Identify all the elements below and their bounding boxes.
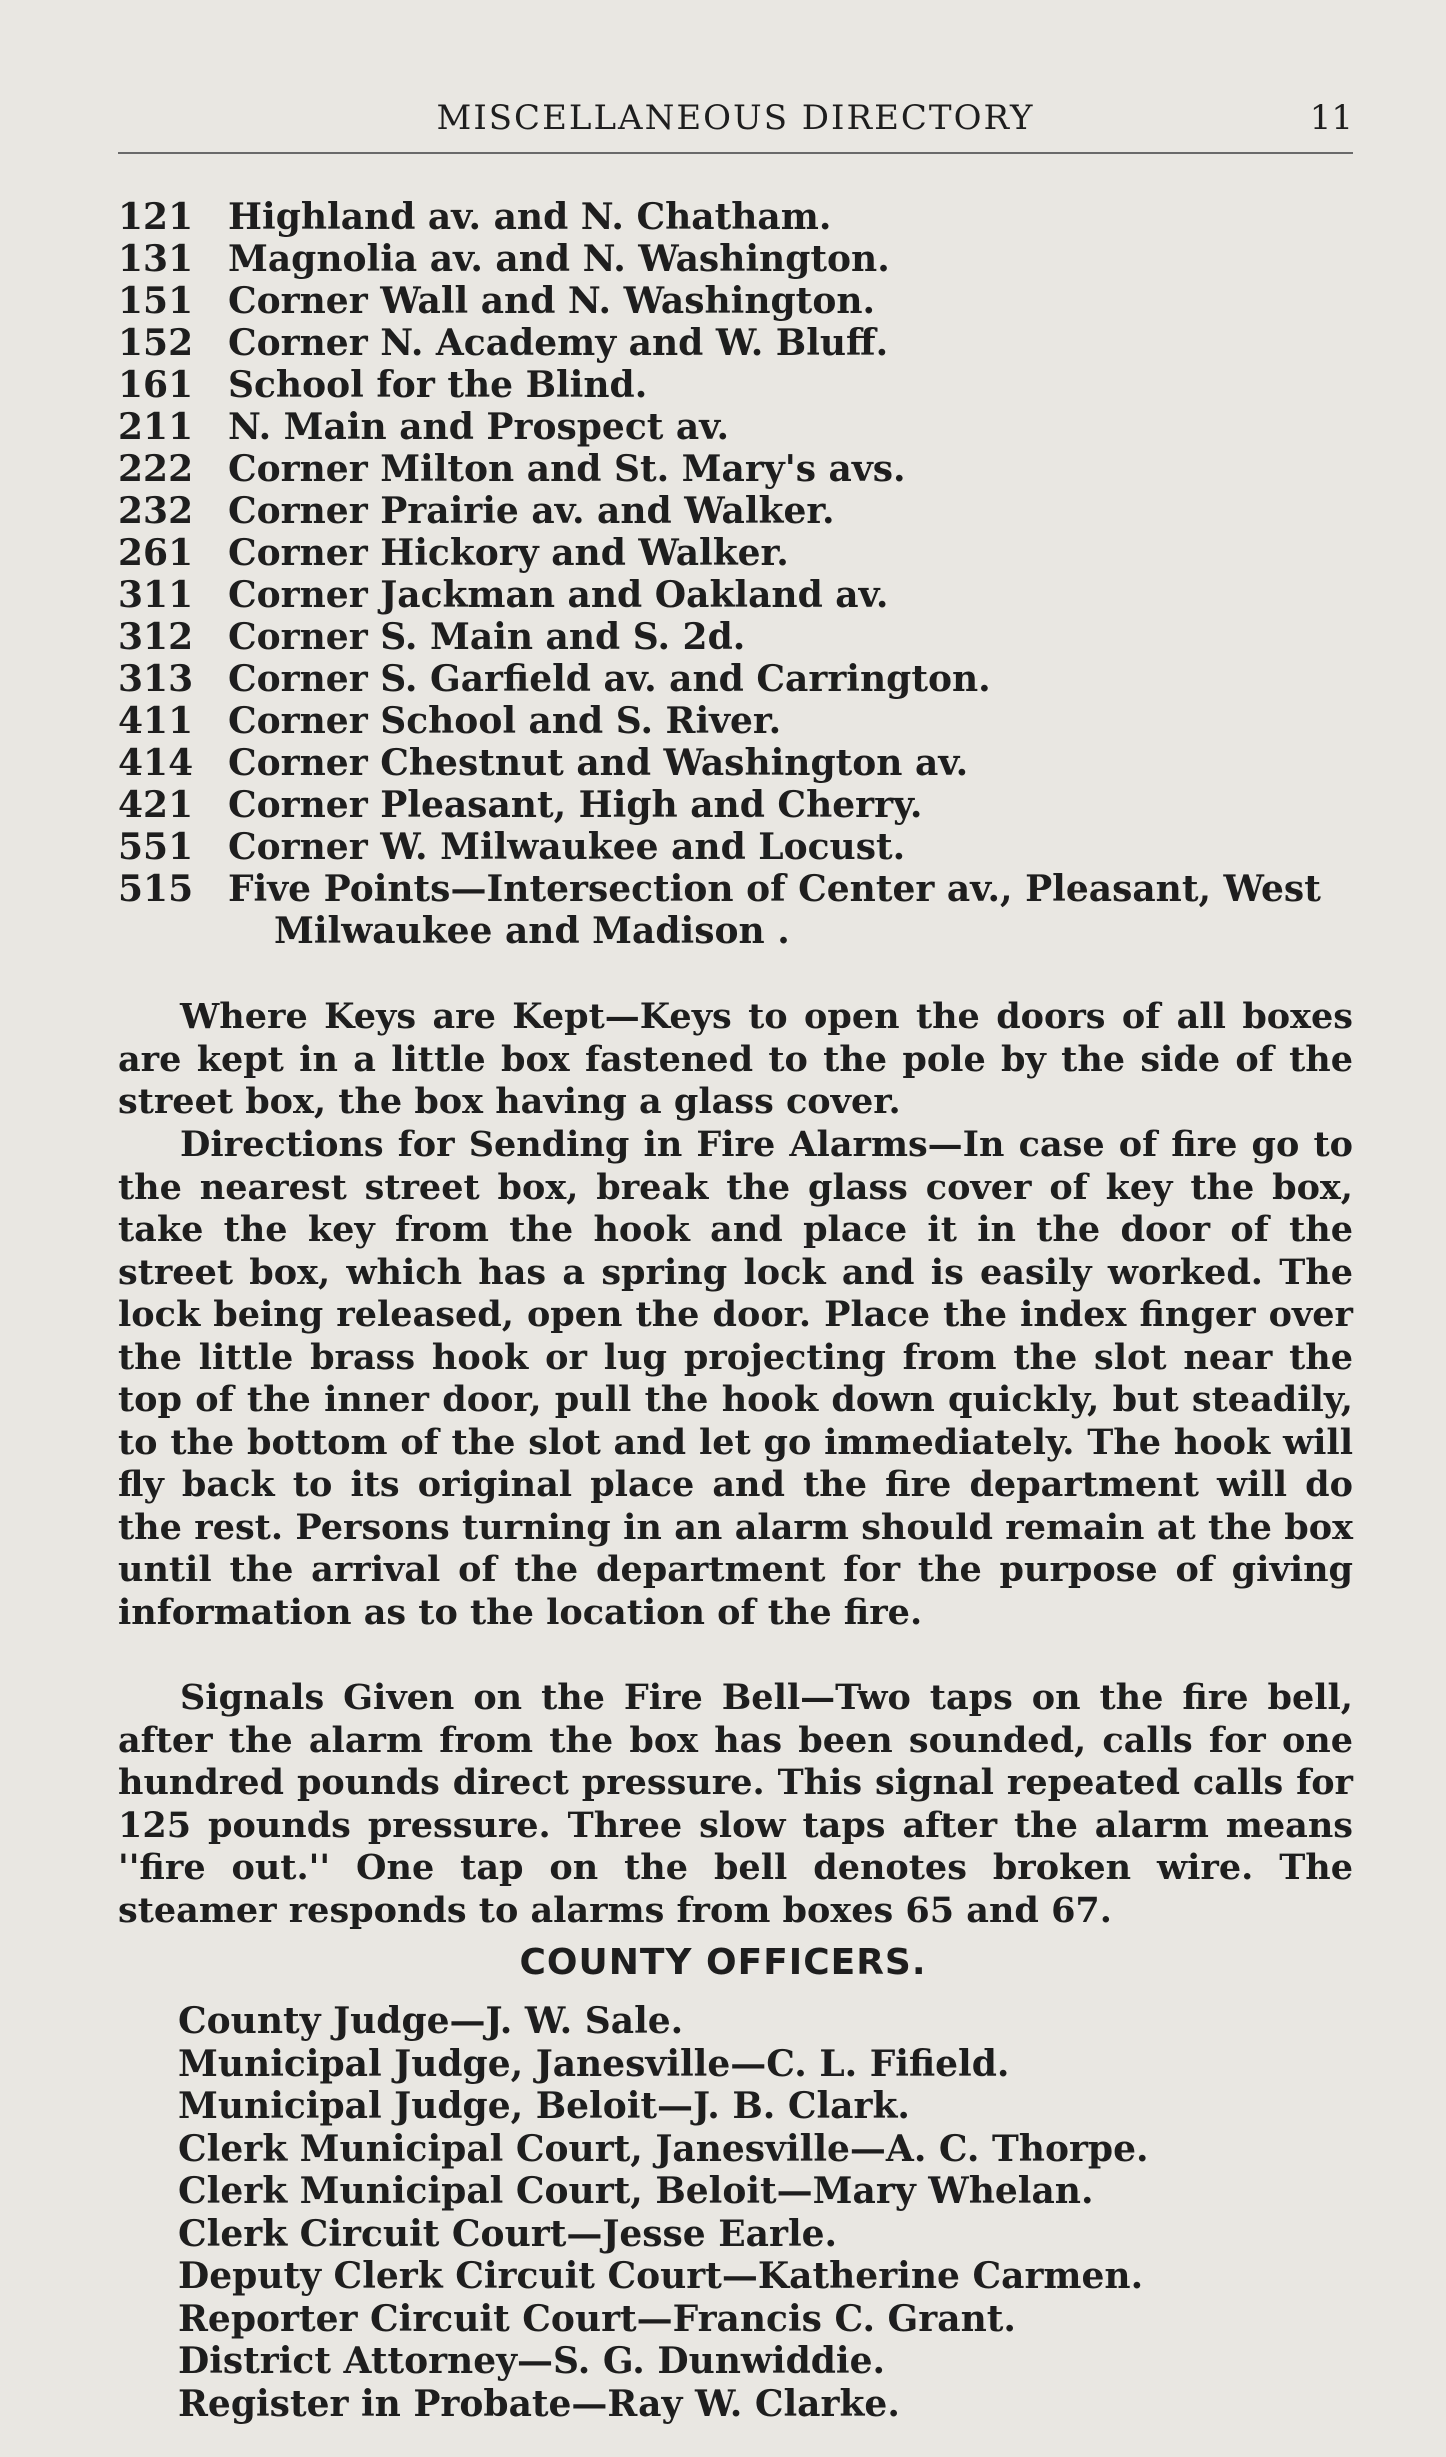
box-location: Corner Chestnut and Washington av.	[228, 742, 969, 784]
officer-entry: Municipal Judge, Beloit—J. B. Clark.	[178, 2085, 910, 2127]
box-number: 411	[118, 700, 194, 742]
box-location: Five Points—Intersection of Center av., Pleasant, West	[228, 868, 1321, 910]
list-item	[118, 658, 1353, 700]
box-location-block	[228, 868, 1353, 952]
officer-entry: Reporter Circuit Court—Francis C. Grant.	[178, 2297, 1016, 2340]
officer-entry: County Judge—J. W. Sale.	[178, 2000, 684, 2042]
list-item	[118, 784, 1353, 826]
box-number: 515	[118, 868, 194, 910]
box-location: Magnolia av. and N. Washington.	[228, 238, 890, 280]
box-number: 161	[118, 364, 194, 406]
officer-entry: Clerk Circuit Court—Jesse Earle.	[178, 2212, 838, 2255]
running-title: MISCELLANEOUS DIRECTORY	[436, 98, 1035, 138]
officer-entry: Municipal Judge, Janesville—C. L. Fifield.	[178, 2042, 1010, 2085]
list-item	[118, 532, 1353, 574]
list-item	[118, 322, 1353, 364]
box-number: 551	[118, 826, 194, 868]
list-item	[118, 700, 1353, 742]
box-number: 131	[118, 238, 194, 280]
box-number: 421	[118, 784, 194, 826]
page-header	[118, 92, 1353, 154]
list-item	[118, 196, 1353, 238]
box-number: 232	[118, 490, 194, 532]
box-number: 151	[118, 280, 194, 322]
box-number: 312	[118, 616, 194, 658]
box-location: Corner Wall and N. Washington.	[228, 280, 876, 322]
page-number: 11	[1309, 98, 1353, 138]
box-number: 152	[118, 322, 194, 364]
county-officers-heading: COUNTY OFFICERS.	[519, 1942, 927, 1983]
box-location: Corner Prairie av. and Walker.	[228, 490, 835, 532]
box-location: Corner Jackman and Oakland av.	[228, 574, 889, 616]
box-number: 313	[118, 658, 194, 700]
box-location: Corner Hickory and Walker.	[228, 532, 789, 574]
box-location-continuation: Milwaukee and Madison .	[274, 910, 790, 952]
officer-entry: District Attorney—S. G. Dunwiddie.	[178, 2340, 886, 2382]
list-item	[118, 448, 1353, 490]
list-item	[118, 490, 1353, 532]
box-number: 121	[118, 196, 194, 238]
box-number: 222	[118, 448, 194, 490]
box-location: Corner Milton and St. Mary's avs.	[228, 448, 906, 490]
signals-paragraph: Signals Given on the Fire Bell—Two taps on the fire bell, after the alarm from the box has been sounded, calls for one hundred pounds direct pressure. This signal repeated calls for 125 pounds pressure. Three slow taps after the alarm means ''fire out.'' One tap on the bell denotes broken wire. The steamer responds to alarms from boxes 65 and 67.	[118, 1677, 1353, 1931]
list-item	[118, 868, 1353, 952]
list-item	[118, 238, 1353, 280]
box-number: 261	[118, 532, 194, 574]
box-location: Corner N. Academy and W. Bluff.	[228, 322, 889, 364]
officer-entry: Register in Probate—Ray W. Clarke.	[178, 2382, 900, 2425]
officer-entry: Deputy Clerk Circuit Court—Katherine Carmen.	[178, 2255, 1144, 2297]
box-location: Corner W. Milwaukee and Locust.	[228, 826, 906, 868]
box-number: 211	[118, 406, 194, 448]
list-item	[118, 364, 1353, 406]
box-location: Highland av. and N. Chatham.	[228, 196, 832, 238]
box-number: 311	[118, 574, 194, 616]
directions-paragraph: Directions for Sending in Fire Alarms—In case of fire go to the nearest street box, break the glass cover of key the box, take the key from the hook and place it in the door of the street box, which has a spring lock and is easily worked. The lock being released, open the door. Place the index finger over the little brass hook or lug projecting from the slot near the top of the inner door, pull the hook down quickly, but steadily, to the bottom of the slot and let go immediately. The hook will fly back to its original place and the fire department will do the rest. Persons turning in an alarm should remain at the box until the arrival of the department for the purpose of giving information as to the location of the fire.	[118, 1124, 1353, 1633]
alarm-box-list	[118, 196, 1353, 952]
officer-entry: Clerk Municipal Court, Janesville—A. C. Thorpe.	[178, 2127, 1149, 2170]
list-item	[118, 826, 1353, 868]
list-item	[118, 616, 1353, 658]
box-location: N. Main and Prospect av.	[228, 406, 730, 448]
box-location: Corner Pleasant, High and Cherry.	[228, 784, 923, 826]
list-item	[118, 742, 1353, 784]
box-location: Corner S. Garfield av. and Carrington.	[228, 658, 991, 700]
list-item	[118, 280, 1353, 322]
officer-entry: Clerk Municipal Court, Beloit—Mary Whelan.	[178, 2170, 1094, 2212]
box-number: 414	[118, 742, 194, 784]
list-item	[118, 574, 1353, 616]
list-item	[118, 406, 1353, 448]
keys-paragraph: Where Keys are Kept—Keys to open the doors of all boxes are kept in a little box fastened to the pole by the side of the street box, the box having a glass cover.	[118, 996, 1353, 1122]
county-officers-list	[178, 2000, 1353, 2425]
box-location: Corner School and S. River.	[228, 700, 782, 742]
box-location: School for the Blind.	[228, 364, 648, 406]
box-location: Corner S. Main and S. 2d.	[228, 616, 746, 658]
